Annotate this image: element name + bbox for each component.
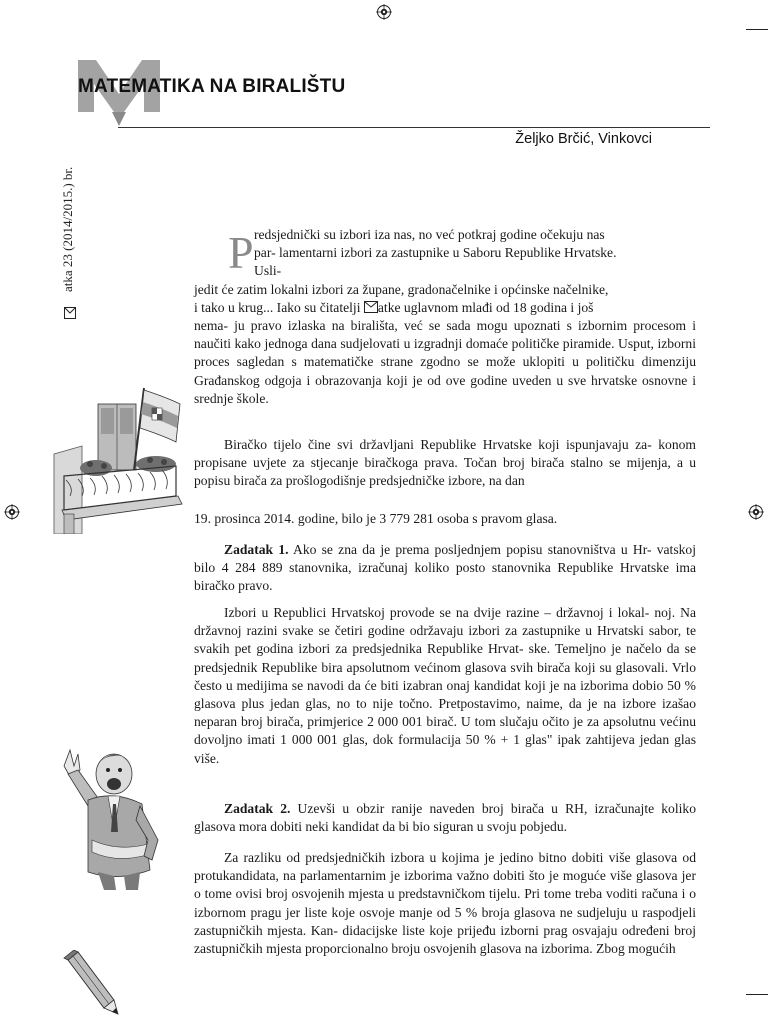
paragraph-electorate: Biračko tijelo čine svi državljani Republike Hrvatske koji ispunjavaju za- konom propisane uvjete za stjecanje biračkoga prava. Točan broj birača stalno se mijenja, a u popisu birača za prošlogodišnje predsjedničke izbore, na dan: [194, 437, 696, 489]
paragraph-election-levels: Izbori u Republici Hrvatskoj provode se na dvije razine – državnoj i lokal- noj. Na državnoj razini svake se četiri godine održavaju izbori za zastupnike u Hrvatski sabor, te svakih pet godina izbori za predsjednika Republike Hrvat- ske. Temeljno je načelo da se predsjednik Republike bira apsolutnom većinom glasova svih birača koji su glasovali. Vrlo često u medijima se navodi da će biti izabran onaj kandidat koji je na izborima dobio 50 % glasova plus jedan glas, no to nije točno. Pretpostavimo, naime, da je na izbore izašao neparan broj birača, primjerice 2 000 001 birač. U tom slučaju očito je za apsolutnu većinu dovoljno imati 1 000 001 glas, dok formulacija 50 % + 1 glas" ipak zahtijeva jedan glas više.: [194, 605, 696, 766]
pencil-icon: [62, 950, 122, 1016]
crop-mark: [746, 29, 768, 30]
intro-line: [194, 299, 696, 317]
task-text: Ako se zna da je prema posljednjem popisu stanovništva u Hr- vatskoj bilo 4 284 889 stanovnika, izračunaj koliko posto stanovnika Republike Hrvatske ima biračko pravo.: [194, 542, 696, 594]
header-rule: [118, 127, 710, 128]
drop-cap: P: [228, 227, 254, 278]
text-line: redsjednički su izbori iza nas, no već potkraj godine očekuju nas: [254, 227, 605, 242]
registration-mark-icon: [748, 504, 764, 520]
author-line: Željko Brčić, Vinkovci: [515, 131, 652, 147]
envelope-icon: [64, 307, 76, 319]
task-2: [194, 800, 696, 836]
crop-mark: [746, 994, 768, 995]
page-title: MATEMATIKA NA BIRALIŠTU: [78, 76, 346, 97]
text-fragment: atke uglavnom mlađi od 18 godina i još: [377, 300, 594, 315]
journal-logo-icon: [364, 300, 378, 312]
task-label: Zadatak 1.: [224, 542, 289, 557]
registration-mark-icon: [376, 4, 392, 20]
registration-mark-icon: [4, 504, 20, 520]
intro-line: jedit će zatim lokalni izbori za župane, gradonačelnike i općinske načelnike,: [194, 282, 609, 297]
task-label: Zadatak 2.: [224, 801, 291, 816]
balcony-flag-illustration: [52, 384, 187, 534]
text-line: Usli-: [254, 263, 282, 279]
task-1: [194, 541, 696, 596]
intro-paragraph-start: [254, 226, 696, 281]
paragraph-parliamentary: Za razliku od predsjedničkih izbora u kojima je jedino bitno dobiti više glasova od protukandidata, na parlamentarnim je izborima važno dobiti što je moguće više glasova jer o tome ovisi broj osvojenih mjesta u predstavničkom tijelu. Pri tome treba voditi računa i o izbornom pragu jer liste koje osvoje manje od 5 % broja glasova ne sudjeluju u raspodjeli zastupničkih mjesta. Kan- didacijske liste koje prijeđu izborni prag osvajaju određeni broj zastupničkih mjesta proporcionalno broju osvojenih glasova na izborima. Zbog mogućih: [194, 850, 696, 957]
text-fragment: i tako u krug... Iako su čitatelji: [194, 300, 364, 315]
task-text: Uzevši u obzir ranije naveden broj birača u RH, izračunajte koliko glasova mora dobiti neki kandidat da bi bio siguran u svoju pobjedu.: [194, 801, 696, 835]
paragraph-electorate-last-line: 19. prosinca 2014. godine, bilo je 3 779 281 osoba s pravom glasa.: [194, 511, 558, 526]
orator-illustration: [58, 740, 168, 890]
vertical-journal-text: atka 23 (2014/2015.) br.: [60, 166, 75, 292]
text-line: par- lamentarni izbori za zastupnike u Saboru Republike Hrvatske.: [254, 245, 617, 261]
intro-paragraph-rest: nema- ju pravo izlaska na birališta, već se sada mogu upoznati s izbornim procesom i naučiti kako jednoga dana sudjelovati u izgradnji domaće političke piramide. Usput, izborni proces sagledan s matematičke strane zgodno se može uklopiti u političku dimenziju Građanskog odgoja i obrazovanja koji je od ove godine uveden u sve hrvatske osnovne i srednje škole.: [194, 318, 696, 406]
